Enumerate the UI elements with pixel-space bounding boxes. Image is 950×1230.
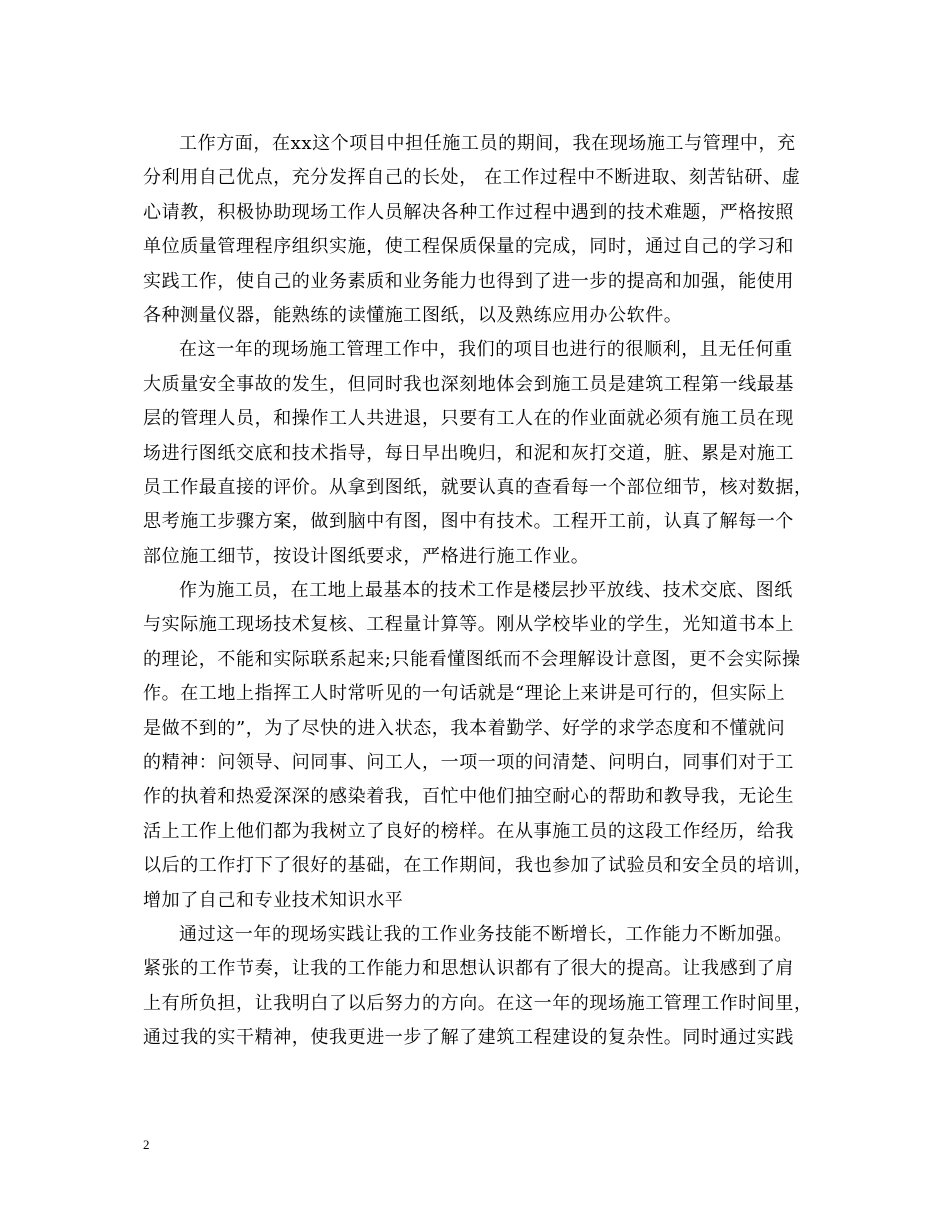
text-line: 在这一年的现场施工管理工作中，我们的项目也进行的很顺利，且无任何重 bbox=[179, 339, 793, 361]
text-line: 通过这一年的现场实践让我的工作业务技能不断增长，工作能力不断加强。 bbox=[179, 923, 793, 945]
text-line: 各种测量仪器，能熟练的读懂施工图纸，以及熟练应用办公软件。 bbox=[143, 304, 683, 326]
text-line: 员工作最直接的评价。从拿到图纸，就要认真的查看每一个部位细节，核对数据， bbox=[143, 476, 813, 498]
text-line: 大质量安全事故的发生，但同时我也深刻地体会到施工员是建筑工程第一线最基 bbox=[143, 373, 794, 395]
paragraph-work-aspects bbox=[143, 127, 803, 333]
text-line: 通过我的实干精神，使我更进一步了解了建筑工程建设的复杂性。同时通过实践 bbox=[143, 1027, 794, 1049]
text-line: 以后的工作打下了很好的基础，在工作期间，我也参加了试验员和安全员的培训， bbox=[143, 855, 813, 877]
text-line: 与实际施工现场技术复核、工程量计算等。刚从学校毕业的学生，光知道书本上 bbox=[143, 614, 794, 636]
text-line: 场进行图纸交底和技术指导，每日早出晚归，和泥和灰打交道，脏、累是对施工 bbox=[143, 442, 794, 464]
text-line: 分利用自己优点，充分发挥自己的长处， 在工作过程中不断进取、刻苦钻研、虚 bbox=[143, 167, 801, 189]
page-number: 2 bbox=[143, 1137, 150, 1152]
text-line: 单位质量管理程序组织实施，使工程保质保量的完成，同时，通过自己的学习和 bbox=[143, 236, 794, 258]
text-line: 部位施工细节，按设计图纸要求，严格进行施工作业。 bbox=[143, 545, 590, 567]
text-line: 层的管理人员，和操作工人共进退，只要有工人在的作业面就必须有施工员在现 bbox=[143, 408, 794, 430]
text-line: 紧张的工作节奏，让我的工作能力和思想认识都有了很大的提高。让我感到了肩 bbox=[143, 958, 794, 980]
text-line: 作的执着和热爱深深的感染着我，百忙中他们抽空耐心的帮助和教导我，无论生 bbox=[143, 786, 794, 808]
document-body bbox=[143, 127, 813, 1056]
text-line: 心请教，积极协助现场工作人员解决各种工作过程中遇到的技术难题，严格按照 bbox=[143, 201, 794, 223]
text-line: 增加了自己和专业技术知识水平 bbox=[143, 889, 404, 911]
text-line: 活上工作上他们都为我树立了良好的榜样。在从事施工员的这段工作经历，给我 bbox=[143, 820, 794, 842]
text-line: 的理论，不能和实际联系起来;只能看懂图纸而不会理解设计意图，更不会实际操 bbox=[143, 648, 801, 670]
text-line: 作为施工员，在工地上最基本的技术工作是楼层抄平放线、技术交底、图纸 bbox=[179, 580, 793, 602]
text-line: 作。在工地上指挥工人时常听见的一句话就是“理论上来讲是可行的，但实际上 bbox=[143, 683, 786, 705]
text-line: 思考施工步骤方案，做到脑中有图，图中有技术。工程开工前，认真了解每一个 bbox=[143, 511, 794, 533]
paragraph-practice-summary bbox=[143, 918, 813, 1056]
text-line: 是做不到的”，为了尽快的进入状态，我本着勤学、好学的求学态度和不懂就问 bbox=[143, 717, 786, 739]
text-line: 工作方面，在xx这个项目中担任施工员的期间，我在现场施工与管理中，充 bbox=[179, 133, 796, 154]
paragraph-site-management bbox=[143, 333, 813, 574]
text-line: 实践工作，使自己的业务素质和业务能力也得到了进一步的提高和加强，能使用 bbox=[143, 270, 794, 292]
text-line: 的精神：问领导、问同事、问工人，一项一项的问清楚、问明白，同事们对于工 bbox=[143, 752, 794, 774]
text-line: 上有所负担，让我明白了以后努力的方向。在这一年的现场施工管理工作时间里， bbox=[143, 992, 813, 1014]
paragraph-technical-work bbox=[143, 574, 813, 918]
